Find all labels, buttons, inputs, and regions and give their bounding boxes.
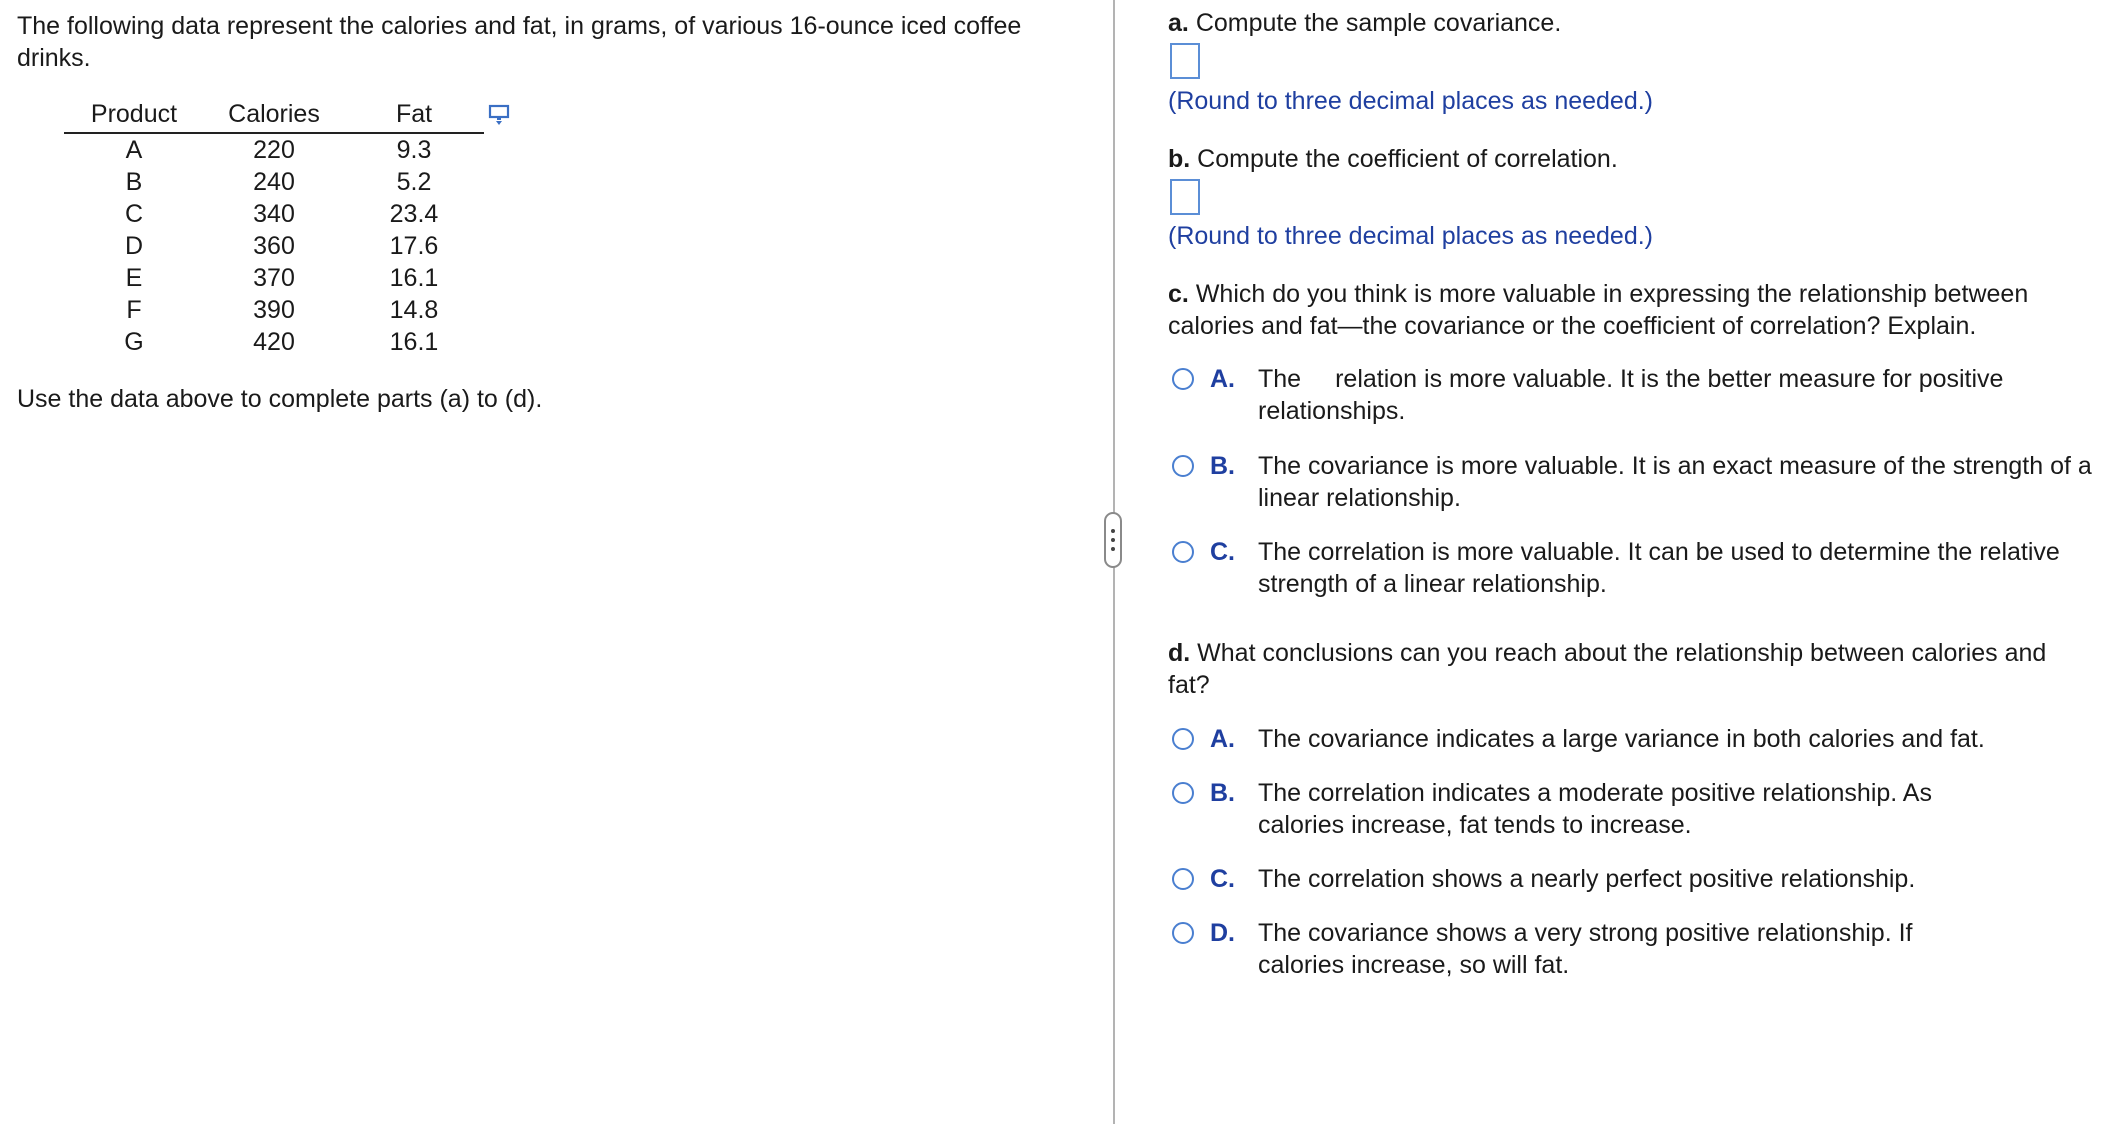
table-row [64, 326, 484, 358]
option-letter: A. [1210, 725, 1235, 753]
question-d-text: What conclusions can you reach about the relationship between calories and fat? [1168, 639, 2047, 699]
option-letter: D. [1210, 919, 1235, 947]
option-text [1258, 363, 2118, 427]
option-letter: B. [1210, 452, 1235, 480]
header-product: Product [64, 96, 204, 133]
cell-product: A [125, 136, 143, 164]
option-text: The covariance is more valuable. It is an exact measure of the strength of a linear relationship. [1258, 452, 2092, 512]
option-letter: B. [1210, 779, 1235, 807]
cell-calories: 240 [253, 168, 295, 196]
cell-calories: 220 [253, 136, 295, 164]
cell-calories: 360 [253, 232, 295, 260]
cell-product: C [124, 200, 144, 228]
cell-product: D [124, 232, 144, 260]
table-row [64, 198, 484, 230]
copy-to-clipboard-icon[interactable] [488, 104, 512, 126]
table-row [64, 133, 484, 166]
question-d [1168, 637, 2048, 701]
table-header-row [64, 96, 484, 133]
cell-calories: 370 [253, 264, 295, 292]
question-b-label: b. [1168, 145, 1191, 173]
cell-calories: 420 [253, 328, 295, 356]
instruction-text: Use the data above to complete parts (a) to (d). [17, 385, 543, 413]
vertical-ellipsis-icon[interactable] [1104, 512, 1122, 568]
header-calories: Calories [204, 96, 344, 133]
cell-fat: 23.4 [389, 200, 439, 228]
question-a-label: a. [1168, 9, 1189, 37]
answer-a-input[interactable] [1170, 43, 1200, 79]
radio-button[interactable] [1172, 728, 1194, 750]
cell-product: E [125, 264, 143, 292]
question-c [1168, 278, 2098, 342]
cell-fat: 5.2 [396, 168, 432, 196]
cell-fat: 17.6 [389, 232, 439, 260]
option-letter: C. [1210, 865, 1235, 893]
question-b-text: Compute the coefficient of correlation. [1197, 145, 1618, 173]
option-letter: C. [1210, 538, 1235, 566]
table-row [64, 294, 484, 326]
question-a-text: Compute the sample covariance. [1195, 9, 1562, 37]
answer-b-input[interactable] [1170, 179, 1200, 215]
cell-fat: 16.1 [389, 264, 439, 292]
option-text-before-blank: The [1258, 365, 1302, 393]
answer-a-note: (Round to three decimal places as needed.) [1168, 87, 1654, 115]
radio-button[interactable] [1172, 922, 1194, 944]
option-letter: A. [1210, 365, 1235, 393]
radio-button[interactable] [1172, 782, 1194, 804]
cell-fat: 9.3 [396, 136, 432, 164]
answer-b-note: (Round to three decimal places as needed.) [1168, 222, 1654, 250]
problem-intro: The following data represent the calories and fat, in grams, of various 16-ounce iced coffee drinks. [17, 12, 1022, 72]
cell-fat: 14.8 [389, 296, 439, 324]
questions-pane [1168, 0, 2118, 1124]
radio-button[interactable] [1172, 455, 1194, 477]
option-text: The covariance shows a very strong positive relationship. If calories increase, so will fat. [1258, 919, 1913, 979]
radio-button[interactable] [1172, 368, 1194, 390]
cell-product: F [126, 296, 142, 324]
question-c-label: c. [1168, 280, 1189, 308]
table-row [64, 262, 484, 294]
question-c-text: Which do you think is more valuable in expressing the relationship between calories and fat—the covariance or the coefficient of correlation? Explain. [1168, 280, 2029, 340]
table-row [64, 166, 484, 198]
option-text: The correlation indicates a moderate positive relationship. As calories increase, fat tends to increase. [1258, 779, 1932, 839]
option-text-after-blank: relation is more valuable. It is the better measure for positive relationships. [1258, 365, 2004, 425]
option-text: The correlation shows a nearly perfect positive relationship. [1258, 865, 1916, 893]
question-a [1168, 7, 2108, 39]
radio-button[interactable] [1172, 541, 1194, 563]
cell-calories: 340 [253, 200, 295, 228]
cell-calories: 390 [253, 296, 295, 324]
cell-fat: 16.1 [389, 328, 439, 356]
header-fat: Fat [344, 96, 484, 133]
option-text: The covariance indicates a large variance in both calories and fat. [1258, 725, 1985, 753]
question-d-label: d. [1168, 639, 1191, 667]
cell-product: G [124, 328, 144, 356]
cell-product: B [125, 168, 143, 196]
option-text: The correlation is more valuable. It can be used to determine the relative strength of a linear relationship. [1258, 538, 2060, 598]
question-b [1168, 143, 2108, 175]
data-table [64, 96, 484, 358]
radio-button[interactable] [1172, 868, 1194, 890]
table-row [64, 230, 484, 262]
